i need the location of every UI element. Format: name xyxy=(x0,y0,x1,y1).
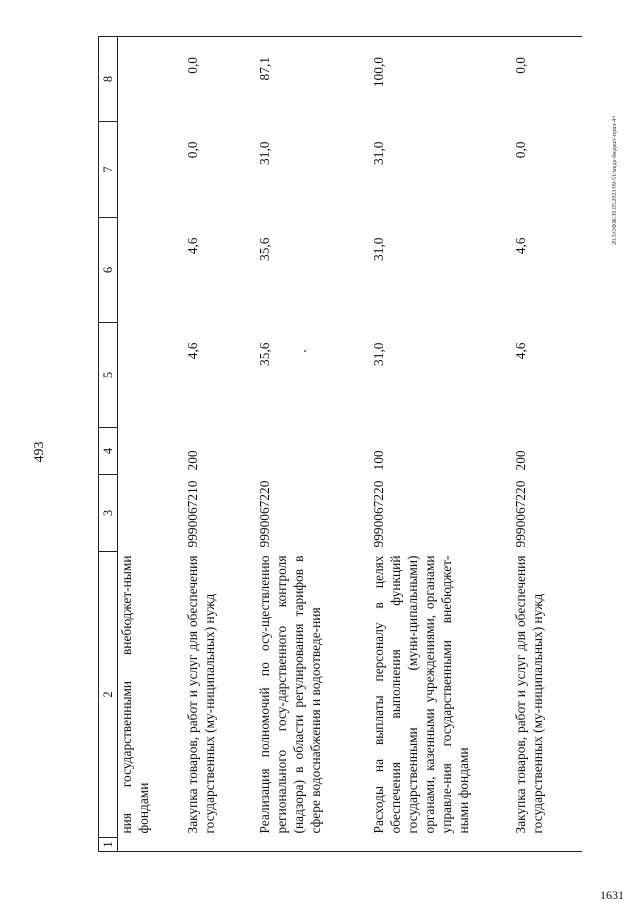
value-col8: 0,0 xyxy=(512,37,582,122)
value-col5 xyxy=(118,323,184,428)
value-col7: 0,0 xyxy=(512,141,528,159)
table-row xyxy=(512,37,582,852)
expense-type: 200 xyxy=(184,450,200,471)
target-code: 9990067220 xyxy=(370,480,386,548)
value-col6: 35,6 xyxy=(256,237,272,261)
target-code xyxy=(118,475,184,552)
value-col5: 4,6 xyxy=(184,342,200,360)
value-col8 xyxy=(118,37,184,122)
expense-name: ния государственными внебюджет-ными фондами xyxy=(119,555,151,834)
expense-type xyxy=(256,428,370,475)
header-cell: 4 xyxy=(99,428,118,475)
header-cell: 8 xyxy=(99,37,118,122)
target-code: 9990067220 xyxy=(256,480,272,548)
table-row xyxy=(184,37,256,852)
value-col5: 35,6 xyxy=(256,342,272,366)
value-col6: 4,6 xyxy=(512,237,528,255)
value-col7: 0,0 xyxy=(184,141,200,159)
value-col5: 31,0 xyxy=(370,342,386,366)
value-col6: 31,0 xyxy=(370,237,386,261)
table-row xyxy=(256,37,370,852)
value-col8: 0,0 xyxy=(184,37,256,122)
header-cell: 6 xyxy=(99,218,118,323)
header-cell: 5 xyxy=(99,323,118,428)
target-code: 9990067220 xyxy=(512,480,528,548)
header-cell: 7 xyxy=(99,122,118,218)
sheet-number: 1631 xyxy=(600,888,624,902)
header-cell: 2 xyxy=(99,552,118,838)
expense-name: Закупка товаров, работ и услуг для обеспечения государственных (му-ниципальных) нужд xyxy=(184,555,217,834)
budget-table xyxy=(98,37,568,852)
value-col6: 4,6 xyxy=(184,237,200,255)
expense-type: 100 xyxy=(370,450,386,471)
expense-name: Расходы на выплаты персоналу в целях обеспечения выполнения функций государственными (муни-ципальными) органами, казенными учреждениями, органами управле-ния государственными внебюджет-ными фондами xyxy=(370,555,471,834)
value-col5: 4,6 xyxy=(512,342,528,360)
expense-type xyxy=(118,428,184,475)
expense-name: Закупка товаров, работ и услуг для обеспечения государственных (му-ниципальных) нужд xyxy=(512,555,545,834)
value-col7: 31,0 xyxy=(256,141,272,165)
header-cell: 1 xyxy=(99,838,118,852)
table-header-row xyxy=(99,37,118,852)
value-col7: 31,0 xyxy=(370,141,386,165)
value-col8: 87,1 xyxy=(256,37,370,122)
table-row xyxy=(118,37,184,852)
header-cell: 3 xyxy=(99,475,118,552)
value-col6 xyxy=(118,218,184,323)
value-col7 xyxy=(118,122,184,218)
target-code: 9990067210 xyxy=(184,480,200,548)
expense-name: Реализация полномочий по осу-ществлению регионального госу-дарственного контроля (надзора) в области регулирования тарифов в сфере водоснабжения и водоотведе-ния xyxy=(256,555,323,834)
expense-type: 200 xyxy=(512,450,528,471)
document-code: 20.3.ОФЖ/30.05.2023/09-51/мкдк-бюджет-прил-4+ xyxy=(612,115,618,245)
page-number: 493 xyxy=(32,441,47,463)
table-row xyxy=(370,37,512,852)
value-col8: 100,0 xyxy=(370,37,512,122)
